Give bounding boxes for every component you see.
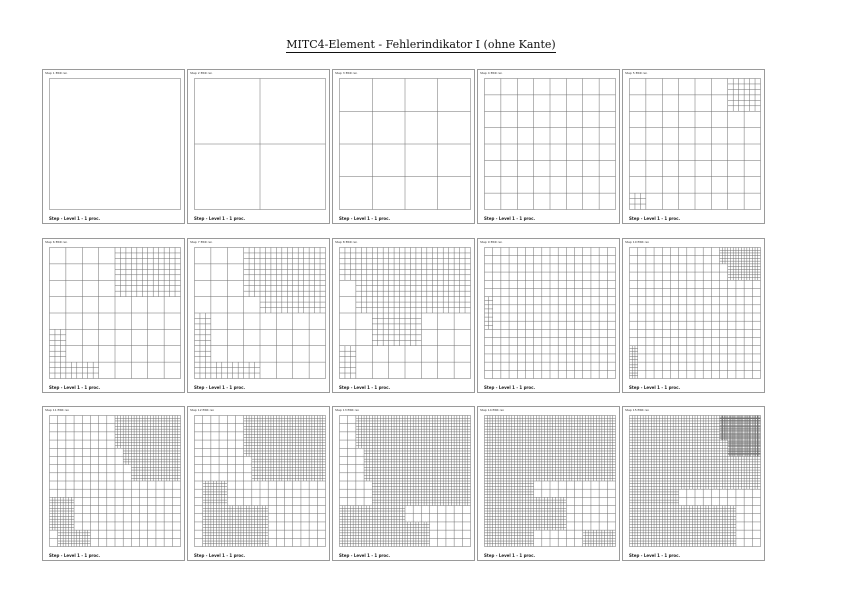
- mesh-grid: [339, 415, 471, 547]
- panel-footer: Step - Level 1 - 1 proc.: [49, 216, 101, 221]
- mesh-panel: [477, 69, 620, 224]
- mesh-grid: [484, 78, 616, 210]
- mesh-panel: [187, 69, 330, 224]
- panel-footer: Step - Level 1 - 1 proc.: [49, 385, 101, 390]
- mesh-panel: [477, 406, 620, 561]
- mesh-grid: [629, 247, 761, 379]
- mesh-panel: [622, 69, 765, 224]
- panel-footer: Step - Level 1 - 1 proc.: [339, 216, 391, 221]
- panel-header: Step 2 ERR rel.: [190, 71, 213, 75]
- panel-footer: Step - Level 1 - 1 proc.: [339, 553, 391, 558]
- panel-header: Step 3 ERR rel.: [335, 71, 358, 75]
- mesh-panel: [187, 238, 330, 393]
- mesh-panel: [477, 238, 620, 393]
- page-title: MITC4-Element - Fehlerindikator I (ohne Kante): [286, 38, 556, 51]
- mesh-grid: [629, 415, 761, 547]
- panel-footer: Step - Level 1 - 1 proc.: [194, 216, 246, 221]
- panel-footer: Step - Level 1 - 1 proc.: [629, 385, 681, 390]
- panel-header: Step 4 ERR rel.: [480, 71, 503, 75]
- mesh-panel: [332, 69, 475, 224]
- mesh-grid: [339, 247, 471, 379]
- panel-header: Step 12 ERR rel.: [190, 408, 215, 412]
- panel-footer: Step - Level 1 - 1 proc.: [629, 216, 681, 221]
- mesh-panel: [42, 69, 185, 224]
- mesh-grid: [194, 415, 326, 547]
- panel-footer: Step - Level 1 - 1 proc.: [629, 553, 681, 558]
- mesh-grid: [629, 78, 761, 210]
- mesh-grid: [49, 78, 181, 210]
- mesh-grid: [339, 78, 471, 210]
- panel-footer: Step - Level 1 - 1 proc.: [339, 385, 391, 390]
- panel-header: Step 1 ERR rel.: [45, 71, 68, 75]
- mesh-grid: [484, 247, 616, 379]
- panel-header: Step 13 ERR rel.: [335, 408, 360, 412]
- panel-header: Step 6 ERR rel.: [45, 240, 68, 244]
- mesh-panel: [187, 406, 330, 561]
- mesh-panel: [622, 406, 765, 561]
- panel-footer: Step - Level 1 - 1 proc.: [49, 553, 101, 558]
- panel-header: Step 10 ERR rel.: [625, 240, 650, 244]
- panel-footer: Step - Level 1 - 1 proc.: [194, 385, 246, 390]
- panel-footer: Step - Level 1 - 1 proc.: [484, 385, 536, 390]
- mesh-grid: [49, 247, 181, 379]
- panel-footer: Step - Level 1 - 1 proc.: [484, 553, 536, 558]
- mesh-grid: [194, 78, 326, 210]
- panel-footer: Step - Level 1 - 1 proc.: [484, 216, 536, 221]
- mesh-panel: [622, 238, 765, 393]
- panel-header: Step 11 ERR rel.: [45, 408, 70, 412]
- panel-header: Step 14 ERR rel.: [480, 408, 505, 412]
- mesh-panel: [42, 238, 185, 393]
- mesh-panel: [332, 238, 475, 393]
- mesh-grid: [49, 415, 181, 547]
- panel-footer: Step - Level 1 - 1 proc.: [194, 553, 246, 558]
- mesh-panel: [42, 406, 185, 561]
- panel-header: Step 7 ERR rel.: [190, 240, 213, 244]
- mesh-border: [50, 79, 181, 210]
- mesh-grid: [194, 247, 326, 379]
- panel-header: Step 8 ERR rel.: [335, 240, 358, 244]
- panel-header: Step 9 ERR rel.: [480, 240, 503, 244]
- panel-header: Step 5 ERR rel.: [625, 71, 648, 75]
- panel-header: Step 15 ERR rel.: [625, 408, 650, 412]
- mesh-grid: [484, 415, 616, 547]
- mesh-panel: [332, 406, 475, 561]
